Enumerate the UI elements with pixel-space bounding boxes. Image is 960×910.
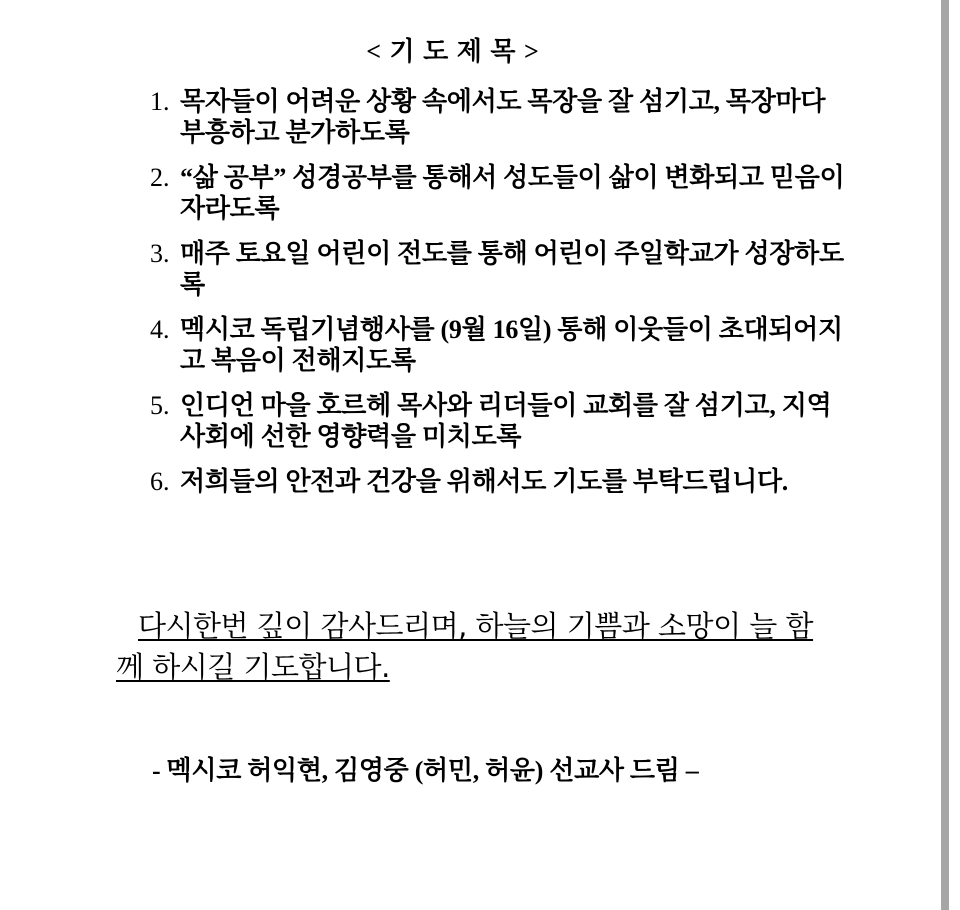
list-item xyxy=(150,466,850,497)
list-item xyxy=(150,86,850,148)
list-item-number: 6. xyxy=(150,467,170,496)
list-item-number: 2. xyxy=(150,163,170,192)
list-item-text: “삶 공부” 성경공부를 통해서 성도들이 삶이 변화되고 믿음이 자라도록 xyxy=(180,163,845,223)
list-item-text: 인디언 마을 호르헤 목사와 리더들이 교회를 잘 섬기고, 지역 사회에 선한 영향력을 미치도록 xyxy=(180,391,832,451)
scrollbar-thumb[interactable] xyxy=(941,0,949,910)
list-item xyxy=(150,314,850,376)
list-item-number: 3. xyxy=(150,239,170,268)
list-item-text: 목자들이 어려운 상황 속에서도 목장을 잘 섬기고, 목장마다 부흥하고 분가하도록 xyxy=(180,87,826,147)
list-item-number: 4. xyxy=(150,315,170,344)
list-item-number: 5. xyxy=(150,391,170,420)
vertical-scrollbar[interactable] xyxy=(940,0,960,910)
list-item xyxy=(150,390,850,452)
closing-text: 다시한번 깊이 감사드리며, 하늘의 기쁨과 소망이 늘 함께 하시길 기도합니다. xyxy=(116,609,814,684)
list-item xyxy=(150,238,850,300)
prayer-list xyxy=(150,86,850,511)
signature: - 멕시코 허익현, 김영중 (허민, 허윤) 선교사 드림 – xyxy=(152,756,699,785)
list-item xyxy=(150,162,850,224)
list-item-text: 멕시코 독립기념행사를 (9월 16일) 통해 이웃들이 초대되어지고 복음이 전해지도록 xyxy=(180,315,843,375)
list-item-text: 매주 토요일 어린이 전도를 통해 어린이 주일학교가 성장하도록 xyxy=(180,239,844,299)
list-item-text: 저희들의 안전과 건강을 위해서도 기도를 부탁드립니다. xyxy=(180,467,788,496)
page-title: < 기 도 제 목 > xyxy=(366,37,540,66)
closing-message xyxy=(116,606,836,688)
list-item-number: 1. xyxy=(150,87,170,116)
